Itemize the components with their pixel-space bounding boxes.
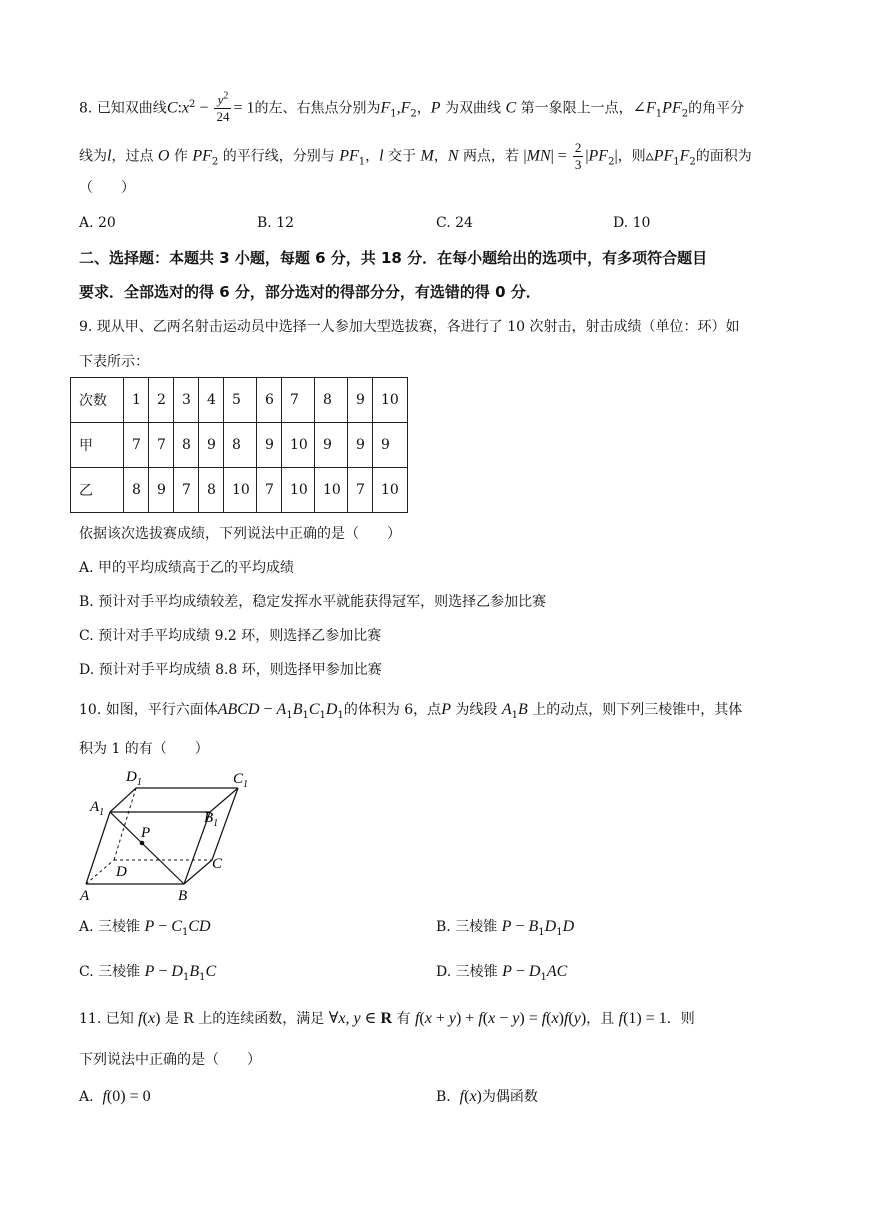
table-cell: 10 xyxy=(282,423,315,468)
table-cell: 9 xyxy=(373,423,408,468)
q11-option-b[interactable]: B. f(x)为偶函数 xyxy=(436,1088,538,1105)
table-row xyxy=(71,378,408,423)
q10-option-a[interactable]: A. 三棱锥 $P - C_1CD$ xyxy=(79,918,211,938)
table-cell: 2 xyxy=(149,378,174,423)
table-cell: 6 xyxy=(257,378,282,423)
table-cell: 9 xyxy=(348,378,373,423)
table-cell: 10 xyxy=(282,468,315,513)
q8-line2: 线为l，过点 O 作 $PF_2$ 的平行线，分别与 $PF_1$，l 交于 M，N 两点，若 |MN| = $\frac{2}{3}$ $|PF_2|$，则$▵PF_1F_2$的面积为 xyxy=(79,140,752,172)
q8-option-a[interactable]: A. 20 xyxy=(79,215,116,231)
label-a1: $A_1$ xyxy=(90,799,105,818)
q11-option-a[interactable]: A. f(0) = 0 xyxy=(79,1088,151,1105)
table-cell: 8 xyxy=(199,468,224,513)
table-cell: 7 xyxy=(282,378,315,423)
q10-option-b[interactable]: B. 三棱锥 $P - B_1D_1D$ xyxy=(436,918,575,938)
table-cell: 甲 xyxy=(71,423,124,468)
table-cell: 8 xyxy=(315,378,348,423)
q11-line1: 11. 已知 f(x) 是 R 上的连续函数，满足 ∀x, y ∈ R 有 f(x + y) + f(x − y) = f(x)f(y)，且 f(1) = 1．则 xyxy=(79,1010,695,1027)
q8-option-c[interactable]: C. 24 xyxy=(436,215,473,231)
table-cell: 10 xyxy=(224,468,257,513)
table-cell: 9 xyxy=(257,423,282,468)
score-table xyxy=(70,377,408,513)
q9-option-a[interactable]: A. 甲的平均成绩高于乙的平均成绩 xyxy=(79,560,295,576)
q9-line1: 9. 现从甲、乙两名射击运动员中选择一人参加大型选拔赛，各进行了 10 次射击，射击成绩（单位：环）如 xyxy=(79,319,740,335)
label-b: B xyxy=(178,888,188,904)
label-d: D xyxy=(116,864,127,880)
section2-line1: 二、选择题：本题共 3 小题，每题 6 分，共 18 分．在每小题给出的选项中，有多项符合题目 xyxy=(79,249,708,267)
table-cell: 8 xyxy=(124,468,149,513)
q11-line2: 下列说法中正确的是（ ） xyxy=(79,1052,261,1068)
table-cell: 10 xyxy=(373,468,408,513)
table-cell: 7 xyxy=(174,468,199,513)
table-cell: 10 xyxy=(315,468,348,513)
q9-option-c[interactable]: C. 预计对手平均成绩 9.2 环，则选择乙参加比赛 xyxy=(79,628,382,644)
table-cell: 4 xyxy=(199,378,224,423)
point-p xyxy=(140,841,145,846)
table-cell: 乙 xyxy=(71,468,124,513)
table-cell: 9 xyxy=(348,423,373,468)
label-b1: $B_1$ xyxy=(204,810,219,829)
table-row xyxy=(71,423,408,468)
table-cell: 7 xyxy=(124,423,149,468)
table-cell: 7 xyxy=(348,468,373,513)
table-cell: 9 xyxy=(199,423,224,468)
label-a: A xyxy=(80,888,90,904)
edge-aa1 xyxy=(86,812,110,884)
table-cell: 7 xyxy=(257,468,282,513)
q10-line1: 10. 如图，平行六面体ABCD − $A_1B_1C_1D_1$的体积为 6，点P 为线段 $A_1B$ 上的动点，则下列三棱锥中，其体 xyxy=(79,701,743,721)
table-cell: 9 xyxy=(149,468,174,513)
table-cell: 7 xyxy=(149,423,174,468)
table-cell: 1 xyxy=(124,378,149,423)
section2-line2: 要求．全部选对的得 6 分，部分选对的得部分分，有选错的得 0 分． xyxy=(79,283,541,301)
table-cell: 9 xyxy=(315,423,348,468)
q9-option-d[interactable]: D. 预计对手平均成绩 8.8 环，则选择甲参加比赛 xyxy=(79,662,382,678)
q10-option-c[interactable]: C. 三棱锥 $P - D_1B_1C$ xyxy=(79,963,217,983)
q9-line2: 下表所示： xyxy=(79,354,149,370)
parallelepiped-figure xyxy=(78,764,258,904)
q8-option-b[interactable]: B. 12 xyxy=(257,215,295,231)
q9-stem: 依据该次选拔赛成绩，下列说法中正确的是（ ） xyxy=(79,526,401,542)
table-cell: 8 xyxy=(174,423,199,468)
label-d1: $D_1$ xyxy=(126,769,142,788)
label-c: C xyxy=(212,856,223,872)
label-p: P xyxy=(141,825,151,841)
table-row xyxy=(71,468,408,513)
table-cell: 次数 xyxy=(71,378,124,423)
table-cell: 10 xyxy=(373,378,408,423)
q8-option-d[interactable]: D. 10 xyxy=(613,215,651,231)
label-c1: $C_1$ xyxy=(233,771,249,790)
q10-option-d[interactable]: D. 三棱锥 $P - D_1AC$ xyxy=(436,963,568,983)
table-cell: 5 xyxy=(224,378,257,423)
q8-line1: 8. 已知双曲线$C:x^2$ − $\frac{y^2}{24}$ = 1的左、右焦点分别为$F_1,F_2$，P 为双曲线 C 第一象限上一点，$\angle F_1PF_2$的角平分 xyxy=(79,90,745,124)
q8-paren: （ ） xyxy=(79,180,135,196)
table-cell: 3 xyxy=(174,378,199,423)
table-cell: 8 xyxy=(224,423,257,468)
q9-option-b[interactable]: B. 预计对手平均成绩较差，稳定发挥水平就能获得冠军，则选择乙参加比赛 xyxy=(79,594,547,610)
q10-line2: 积为 1 的有（ ） xyxy=(79,741,209,757)
